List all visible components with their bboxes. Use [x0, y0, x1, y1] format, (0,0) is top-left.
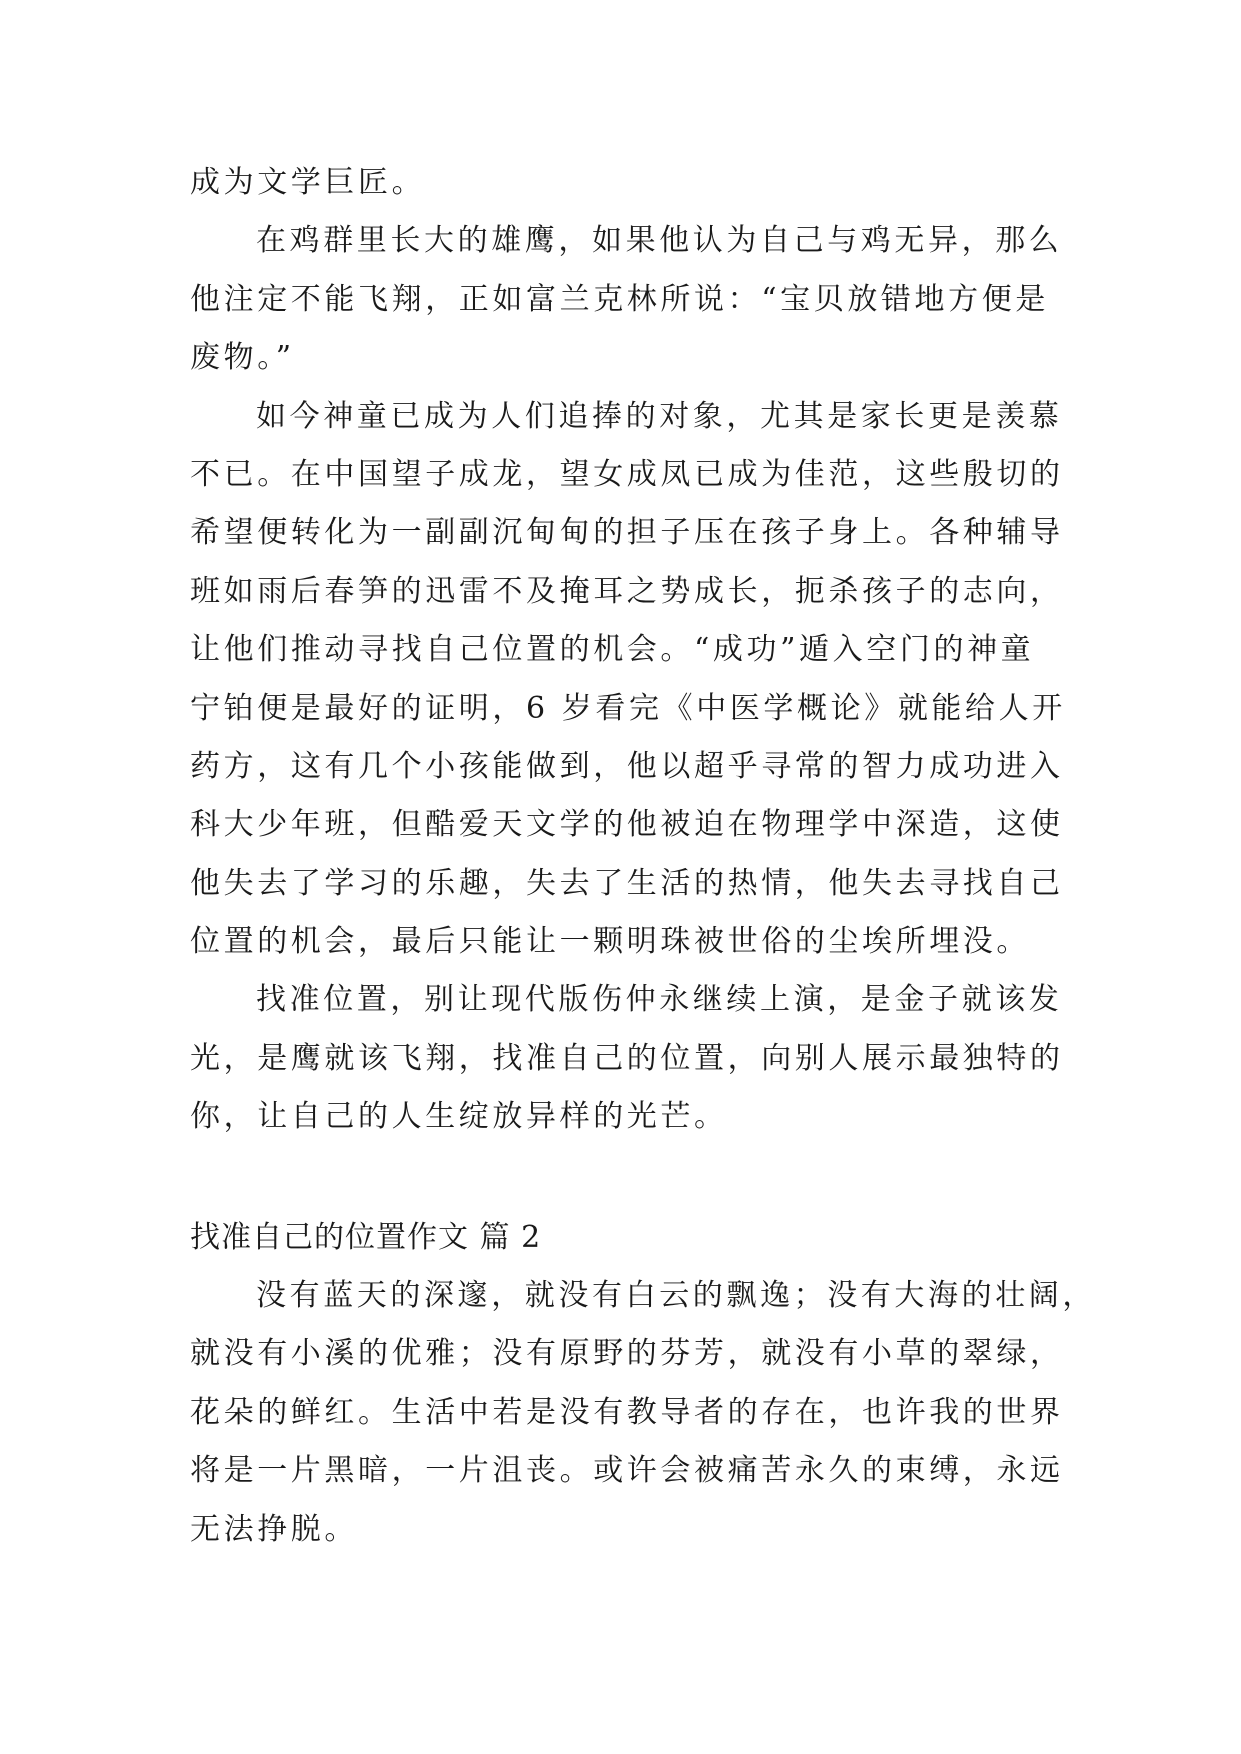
text-line: 希望便转化为一副副沉甸甸的担子压在孩子身上。各种辅导	[190, 515, 1064, 551]
section-heading: 找准自己的位置作文 篇 2	[190, 1219, 542, 1255]
text-line: 花朵的鲜红。生活中若是没有教导者的存在，也许我的世界	[190, 1394, 1064, 1430]
section-gap	[190, 1147, 1060, 1209]
paragraph-start-line: 没有蓝天的深邃，就没有白云的飘逸；没有大海的壮阔，	[256, 1278, 1096, 1314]
text-line: 废物。”	[190, 340, 295, 376]
text-line: 科大少年班，但酷爱天文学的他被迫在物理学中深造，这使	[190, 807, 1064, 843]
text-line: 让他们推动寻找自己位置的机会。“成功”遁入空门的神童	[190, 632, 1035, 668]
text-line: 不已。在中国望子成龙，望女成凤已成为佳范，这些殷切的	[190, 456, 1064, 492]
paragraph-start-line: 在鸡群里长大的雄鹰，如果他认为自己与鸡无异，那么	[256, 223, 1063, 259]
text-line: 他注定不能飞翔，正如富兰克林所说：“宝贝放错地方便是	[190, 281, 1049, 317]
document-page	[190, 154, 1096, 1559]
text-line: 光，是鹰就该飞翔，找准自己的位置，向别人展示最独特的	[190, 1040, 1064, 1076]
text-line: 你，让自己的人生绽放异样的光芒。	[190, 1099, 728, 1135]
paragraph-start-line: 如今神童已成为人们追捧的对象，尤其是家长更是羡慕	[256, 398, 1063, 434]
text-line: 宁铂便是最好的证明，6 岁看完《中医学概论》就能给人开	[190, 690, 1066, 726]
paragraph-start-line: 找准位置，别让现代版伤仲永继续上演，是金子就该发	[256, 982, 1063, 1018]
text-line: 班如雨后春笋的迅雷不及掩耳之势成长，扼杀孩子的志向，	[190, 573, 1064, 609]
text-line: 药方，这有几个小孩能做到，他以超乎寻常的智力成功进入	[190, 748, 1064, 784]
text-line: 将是一片黑暗，一片沮丧。或许会被痛苦永久的束缚，永远	[190, 1453, 1064, 1489]
text-line: 无法挣脱。	[190, 1511, 358, 1547]
text-line: 位置的机会，最后只能让一颗明珠被世俗的尘埃所埋没。	[190, 924, 1030, 960]
text-line: 成为文学巨匠。	[190, 165, 426, 200]
text-line: 他失去了学习的乐趣，失去了生活的热情，他失去寻找自己	[190, 865, 1064, 901]
text-line: 就没有小溪的优雅；没有原野的芬芳，就没有小草的翠绿，	[190, 1336, 1064, 1372]
